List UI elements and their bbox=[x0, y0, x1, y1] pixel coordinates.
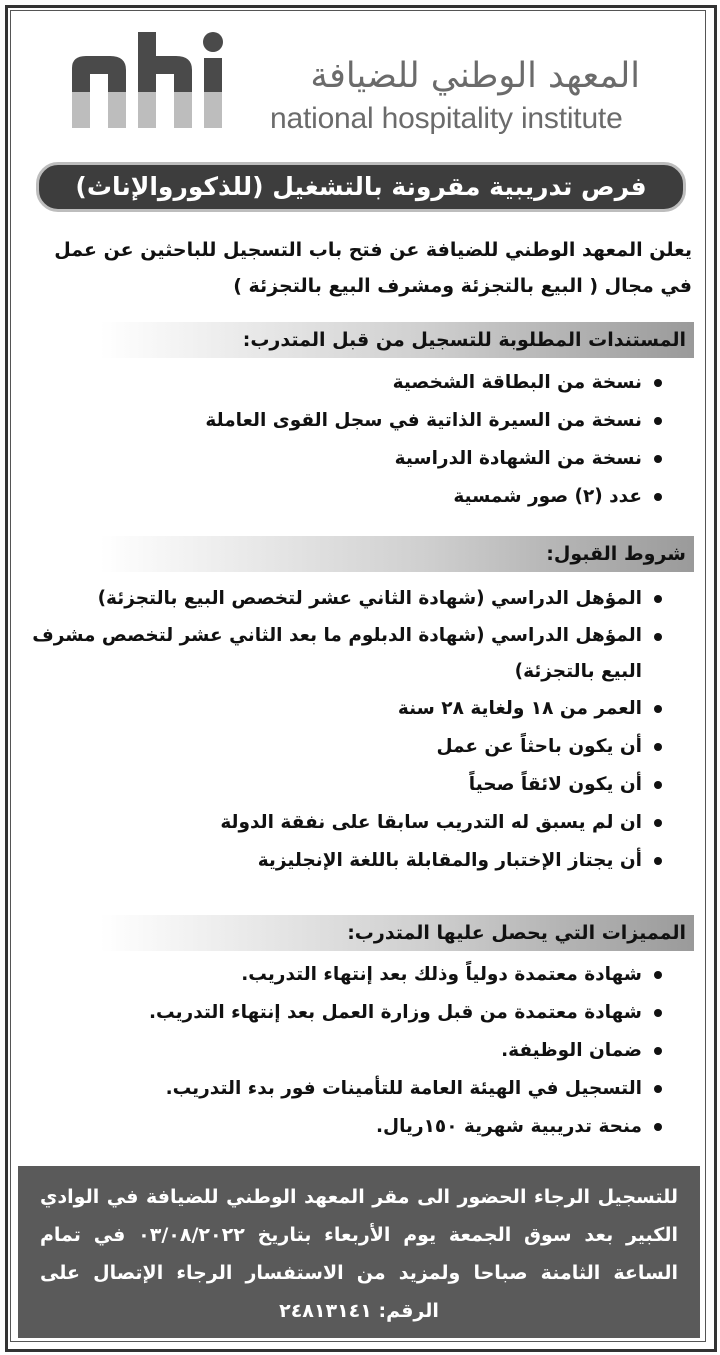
institute-name-arabic: المعهد الوطني للضيافة bbox=[310, 56, 640, 96]
benefits-heading-bar bbox=[100, 915, 694, 951]
title-banner bbox=[36, 162, 686, 212]
conditions-list bbox=[20, 580, 668, 880]
list-item: المؤهل الدراسي (شهادة الدبلوم ما بعد الثاني عشر لتخصص مشرف البيع بالتجزئة) bbox=[20, 618, 668, 690]
list-item: شهادة معتمدة من قبل وزارة العمل بعد إنتهاء التدريب. bbox=[20, 994, 668, 1032]
conditions-heading-bar bbox=[100, 536, 694, 572]
list-item: العمر من ١٨ ولغاية ٢٨ سنة bbox=[20, 690, 668, 728]
list-item: نسخة من البطاقة الشخصية bbox=[20, 364, 668, 402]
list-item: أن يكون لائقاً صحياً bbox=[20, 766, 668, 804]
list-item: منحة تدريبية شهرية ١٥٠ريال. bbox=[20, 1108, 668, 1146]
registration-info: للتسجيل الرجاء الحضور الى مقر المعهد الوطني للضيافة في الوادي الكبير بعد سوق الجمعة يوم الأربعاء بتاريخ ٠٣/٠٨/٢٠٢٢ في تمام الساعة الثامنة صباحا ولمزيد من الاستفسار الرجاء الإتصال على الرقم: ٢٤٨١٣١٤١ bbox=[40, 1186, 679, 1322]
list-item: نسخة من الشهادة الدراسية bbox=[20, 440, 668, 478]
benefits-list bbox=[20, 956, 668, 1146]
list-item: نسخة من السيرة الذاتية في سجل القوى العاملة bbox=[20, 402, 668, 440]
documents-heading: المستندات المطلوبة للتسجيل من قبل المتدرب: bbox=[242, 329, 686, 351]
documents-heading-bar bbox=[100, 322, 694, 358]
benefits-heading: المميزات التي يحصل عليها المتدرب: bbox=[347, 922, 686, 944]
list-item: ان لم يسبق له التدريب سابقا على نفقة الدولة bbox=[20, 804, 668, 842]
nhi-logo bbox=[72, 30, 272, 130]
page-title: فرص تدريبية مقرونة بالتشغيل (للذكوروالإناث) bbox=[75, 172, 647, 201]
list-item: ضمان الوظيفة. bbox=[20, 1032, 668, 1070]
conditions-heading: شروط القبول: bbox=[546, 543, 686, 565]
list-item: التسجيل في الهيئة العامة للتأمينات فور بدء التدريب. bbox=[20, 1070, 668, 1108]
registration-footer bbox=[18, 1166, 700, 1338]
list-item: أن يجتاز الإختبار والمقابلة باللغة الإنجليزية bbox=[20, 842, 668, 880]
documents-list bbox=[20, 364, 668, 516]
list-item: أن يكون باحثاً عن عمل bbox=[20, 728, 668, 766]
institute-name-english: national hospitality institute bbox=[270, 102, 623, 135]
intro-paragraph: يعلن المعهد الوطني للضيافة عن فتح باب التسجيل للباحثين عن عمل في مجال ( البيع بالتجزئة ومشرف البيع بالتجزئة ) bbox=[54, 239, 692, 297]
list-item: عدد (٢) صور شمسية bbox=[20, 478, 668, 516]
list-item: المؤهل الدراسي (شهادة الثاني عشر لتخصص البيع بالتجزئة) bbox=[20, 580, 668, 618]
list-item: شهادة معتمدة دولياً وذلك بعد إنتهاء التدريب. bbox=[20, 956, 668, 994]
